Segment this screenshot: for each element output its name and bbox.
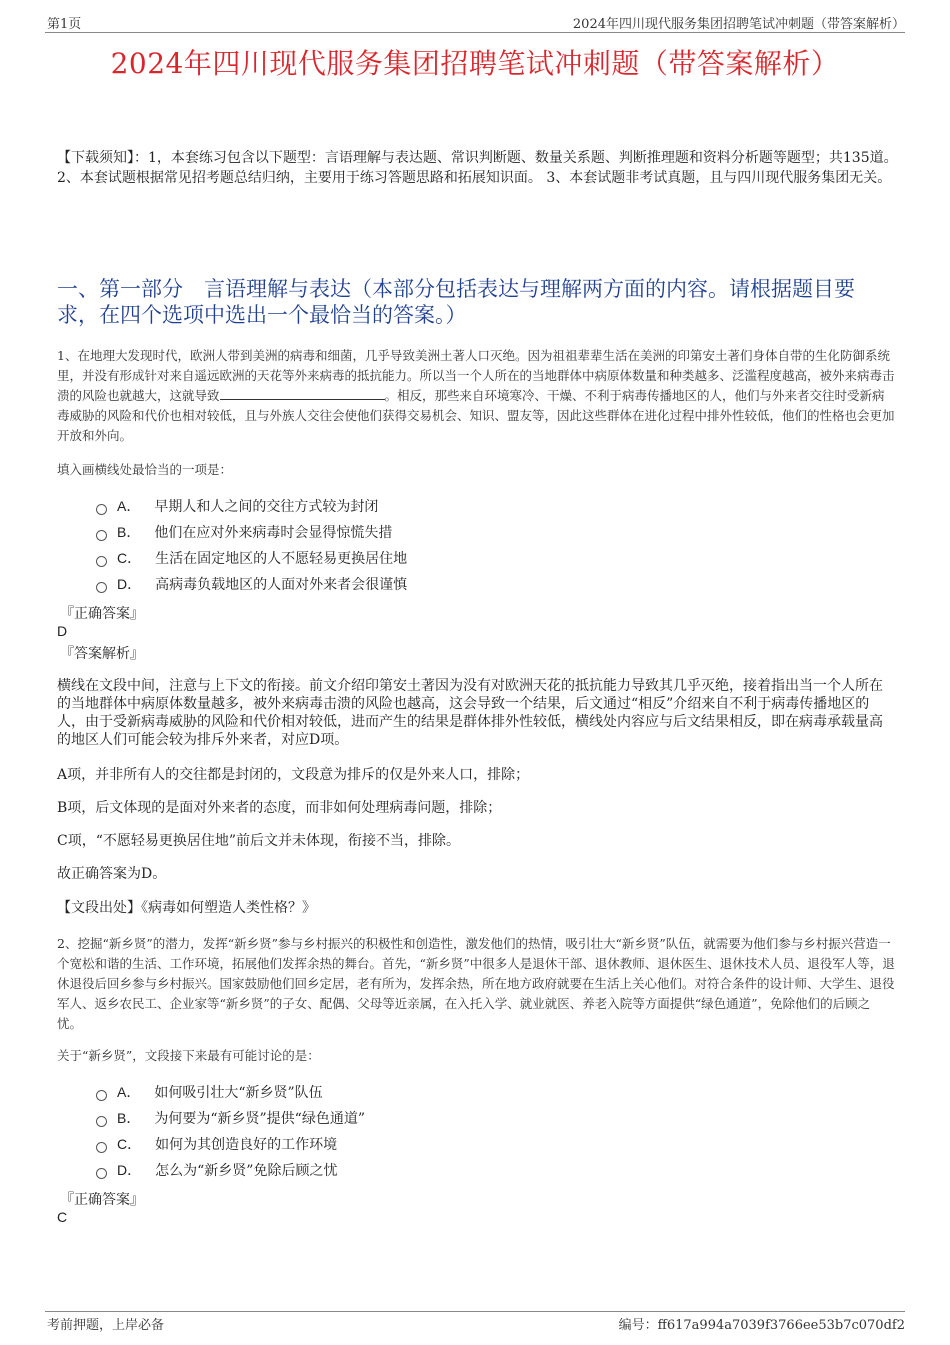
passage-source: 【文段出处】《病毒如何塑造人类性格？》 (57, 900, 316, 916)
option-text: 怎么为“新乡贤”免除后顾之忧 (155, 1163, 338, 1179)
option-letter: A． (117, 498, 141, 514)
question-2-option-a[interactable] (96, 1081, 323, 1103)
option-letter: A． (117, 1084, 141, 1100)
question-1-option-b[interactable] (96, 521, 392, 543)
radio-icon[interactable] (96, 504, 107, 515)
page-number: 第1页 (47, 17, 82, 32)
option-letter: C． (117, 550, 142, 566)
option-text: 如何为其创造良好的工作环境 (155, 1137, 338, 1153)
radio-icon[interactable] (96, 1168, 107, 1179)
option-letter: B． (117, 1110, 141, 1126)
option-text: 高病毒负载地区的人面对外来者会很谨慎 (155, 577, 408, 593)
question-2-option-d[interactable] (96, 1159, 337, 1181)
analysis-label: 『答案解析』 (60, 646, 144, 662)
radio-icon[interactable] (96, 1090, 107, 1101)
option-letter: C． (117, 1136, 142, 1152)
analysis-option-b: B项，后文体现的是面对外来者的态度，而非如何处理病毒问题，排除； (57, 800, 502, 816)
option-letter: D． (117, 1162, 142, 1178)
correct-answer-value: C (57, 1209, 68, 1225)
radio-icon[interactable] (96, 1142, 107, 1153)
question-1-text-after: 。相反，那些来自环境寒冷、干燥、不利于病毒传播地区的人，他们与外来者交往时受新病毒威胁的风险和代价也相对较低，且与外族人交往会使他们获得交易机会、知识、盟友等，因此这些群体在进化过程中排外性较低，他们的性格也会更加开放和外向。 (57, 388, 895, 443)
option-text: 为何要为“新乡贤”提供“绿色通道” (154, 1111, 365, 1127)
option-text: 他们在应对外来病毒时会显得惊慌失措 (154, 525, 393, 541)
option-text: 生活在固定地区的人不愿轻易更换居住地 (155, 551, 408, 567)
analysis-conclusion: 故正确答案为D。 (57, 866, 167, 882)
footer-slogan: 考前押题，上岸必备 (47, 1318, 165, 1333)
fill-blank (220, 387, 385, 400)
question-1-option-d[interactable] (96, 573, 407, 595)
option-letter: B． (117, 524, 141, 540)
section-heading: 一、第一部分 言语理解与表达（本部分包括表达与理解两方面的内容。请根据题目要求，在四个选项中选出一个最恰当的答案。） (57, 277, 855, 327)
analysis-option-a: A项，并非所有人的交往都是封闭的，文段意为排斥的仅是外来人口，排除； (57, 767, 530, 783)
question-2-option-b[interactable] (96, 1107, 365, 1129)
correct-answer-label: 『正确答案』 (60, 1192, 144, 1208)
option-text: 早期人和人之间的交往方式较为封闭 (154, 499, 379, 515)
question-1-text-before: 1、在地理大发现时代，欧洲人带到美洲的病毒和细菌，几乎导致美洲土著人口灭绝。因为祖祖辈辈生活在美洲的印第安土著们身体自带的生化防御系统里，并没有形成针对来自遥远欧洲的天花等外来病毒的抵抗能力。所以当一个人所在的当地群体中病原体数量和种类越多、泛滥程度越高，被外来病毒击溃的风险也就越大，这就导致 (57, 348, 895, 403)
download-notice: 【下载须知】：1，本套练习包含以下题型：言语理解与表达题、常识判断题、数量关系题、判断推理题和资料分析题等题型；共135道。 2、本套试题根据常见招考题总结归纳，主要用于练习答题思路和拓展知识面。 3、本套试题非考试真题，且与四川现代服务集团无关。 (57, 150, 898, 186)
question-1-text (57, 346, 895, 446)
footer-divider (45, 1311, 905, 1312)
correct-answer-label: 『正确答案』 (60, 606, 144, 622)
running-header-title: 2024年四川现代服务集团招聘笔试冲刺题（带答案解析） (572, 17, 905, 32)
radio-icon[interactable] (96, 582, 107, 593)
question-2-text: 2、挖掘“新乡贤”的潜力，发挥“新乡贤”参与乡村振兴的积极性和创造性，激发他们的热情，吸引壮大“新乡贤”队伍，就需要为他们参与乡村振兴营造一个宽松和谐的生活、工作环境，拓展他们发挥余热的舞台。首先，“新乡贤”中很多人是退休干部、退休教师、退休医生、退休技术人员、退役军人等，退休退役后回乡参与乡村振兴。国家鼓励他们回乡定居，老有所为，发挥余热，所在地方政府就要在生活上关心他们。对符合条件的设计师、大学生、退役军人、返乡农民工、企业家等“新乡贤”的子女、配偶、父母等近亲属，在入托入学、就业就医、养老入院等方面提供“绿色通道”，免除他们的后顾之忧。 (57, 936, 895, 1031)
question-1-option-a[interactable] (96, 495, 378, 517)
option-letter: D． (117, 576, 142, 592)
option-text: 如何吸引壮大“新乡贤”队伍 (154, 1085, 323, 1101)
header-divider (45, 32, 905, 33)
question-1-prompt: 填入画横线处最恰当的一项是： (57, 462, 233, 477)
question-2-prompt: 关于“新乡贤”，文段接下来最有可能讨论的是： (57, 1048, 320, 1063)
correct-answer-value: D (57, 623, 68, 639)
document-serial: 编号：ff617a994a7039f3766ee53b7c070df2 (618, 1318, 905, 1333)
document-title: 2024年四川现代服务集团招聘笔试冲刺题（带答案解析） (110, 47, 840, 80)
question-2-option-c[interactable] (96, 1133, 337, 1155)
radio-icon[interactable] (96, 556, 107, 567)
question-1-option-c[interactable] (96, 547, 407, 569)
analysis-option-c: C项，“不愿轻易更换居住地”前后文并未体现，衔接不当，排除。 (57, 833, 461, 849)
radio-icon[interactable] (96, 1116, 107, 1127)
analysis-paragraph: 横线在文段中间，注意与上下文的衔接。前文介绍印第安土著因为没有对欧洲天花的抵抗能力导致其几乎灭绝，接着指出当一个人所在的当地群体中病原体数量越多，被外来病毒击溃的风险也越高，这会导致一个结果，后文通过“相反”介绍来自不利于病毒传播地区的人，由于受新病毒威胁的风险和代价相对较低，进而产生的结果是群体排外性较低，横线处内容应与后文结果相反，即在病毒承载量高的地区人们可能会较为排斥外来者，对应D项。 (57, 678, 883, 748)
radio-icon[interactable] (96, 530, 107, 541)
